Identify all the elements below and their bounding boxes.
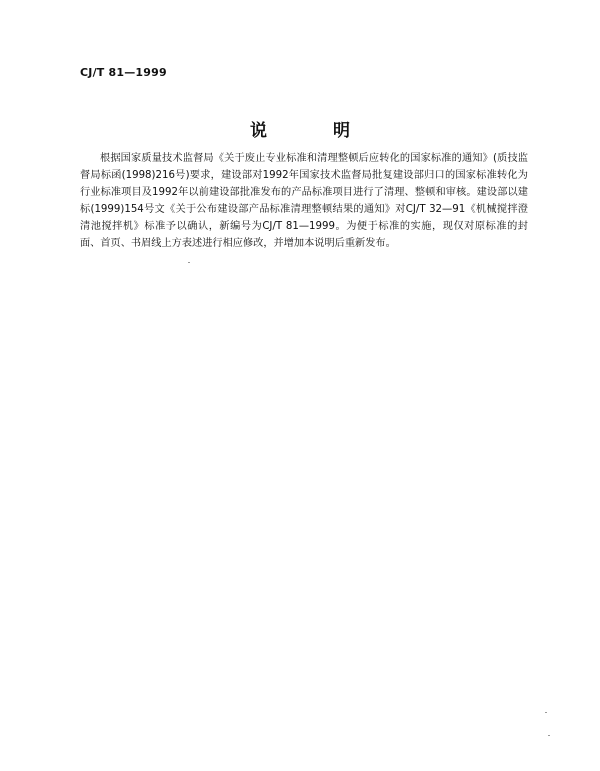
page-title: 说 明 — [250, 121, 380, 141]
scan-speck — [548, 735, 550, 736]
standard-code-header: CJ/T 81—1999 — [80, 66, 167, 79]
scan-speck — [545, 712, 547, 713]
body-paragraph: 根据国家质量技术监督局《关于废止专业标准和清理整顿后应转化的国家标准的通知》(质技监督局标函(1998)216号)要求，建设部对1992年国家技术监督局批复建设部归口的国家标准转化为行业标准项目及1992年以前建设部批准发布的产品标准项目进行了清理、整顿和审核。建设部以建标(1999)154号文《关于公布建设部产品标准清理整顿结果的通知》对CJ/T 32—91《机械搅拌澄清池搅拌机》标准予以确认，新编号为CJ/T 81—1999。为便于标准的实施，现仅对原标准的封面、首页、书眉线上方表述进行相应修改，并增加本说明后重新发布。 — [80, 153, 528, 249]
scan-speck — [188, 262, 190, 263]
